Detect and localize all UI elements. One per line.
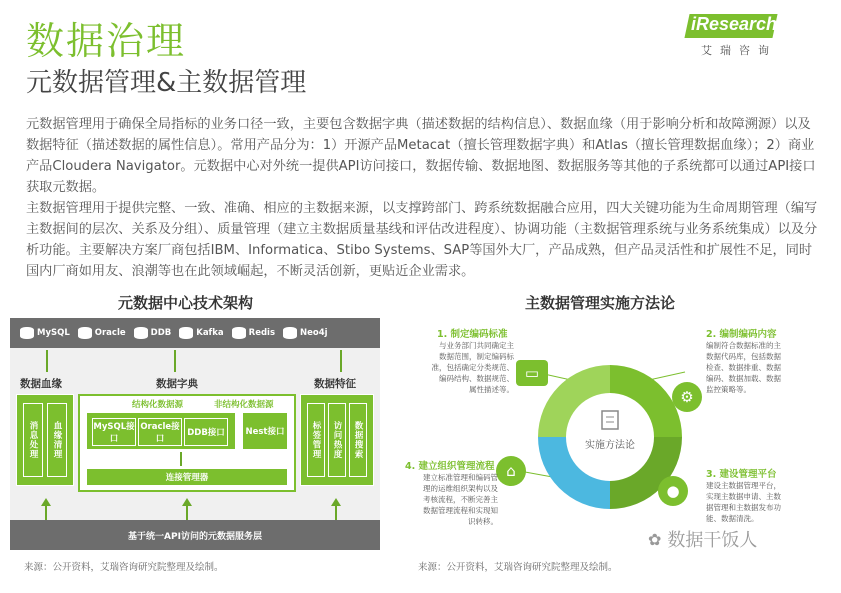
step-2-desc: 编制符合数据标准的主 数据代码库，包括数据 检查、数据排重、数据 编码、数据加载、数据 监控策略等。: [706, 341, 781, 394]
lineage-box-message: 消息处理: [23, 403, 43, 477]
arrow-stem: [180, 452, 182, 466]
metadata-service-layer: 基于统一API访问的元数据服务层: [10, 520, 380, 550]
watermark-text: 数据干饭人: [667, 530, 758, 551]
db-kafka: Kafka: [179, 327, 223, 339]
step-1-title: 1. 制定编码标准: [437, 329, 508, 340]
database-icon: [283, 327, 297, 339]
arrow-up-icon: [182, 498, 192, 506]
logo-main-text: iResearch: [691, 14, 778, 34]
step-4-desc: 建立标准管理和编码管 理的运维组织架构以及 考核流程，不断完善主 数据管理流程和实现知 识转移。: [423, 473, 498, 526]
dictionary-label: 数据字典: [156, 378, 198, 390]
feature-box-heat: 访问热度: [328, 403, 346, 477]
right-diagram-title: 主数据管理实施方法论: [525, 294, 676, 312]
database-icon: [232, 327, 246, 339]
db-neo4j: Neo4j: [283, 327, 328, 339]
database-icon: [179, 327, 193, 339]
step-3-desc: 建设主数据管理平台， 实现主数据申请、主数 据管理和主数据发布功 能、数据清洗。: [706, 481, 781, 523]
house-icon: ⌂: [496, 456, 526, 486]
structured-label: 结构化数据源: [132, 400, 184, 410]
step-3-title: 3. 建设管理平台: [706, 469, 777, 480]
methodology-center-label: 实施方法论: [585, 440, 635, 451]
feature-box-search: 数据搜索: [349, 403, 367, 477]
arrow-up-icon: [331, 498, 341, 506]
watermark: [648, 526, 757, 552]
logo-sub-text: 艾瑞咨询: [701, 44, 777, 57]
interface-ddb: DDB接口: [184, 418, 228, 446]
paragraph-metadata: 元数据管理用于确保全局指标的业务口径一致，主要包含数据字典（描述数据的结构信息）、数据血缘（用于影响分析和故障溯源）以及数据特征（描述数据的属性信息）。常用产品分为：1）开源产品Metacat（擅长管理数据字典）和Atlas（擅长管理数据血缘）；2）商业产品Cloudera Navigator。元数据中心对外统一提供API访问接口，数据传输、数据地图、数据服务等其他的子系统都可以通过API接口获取元数据。: [26, 117, 816, 195]
paragraph-master-data: 主数据管理用于提供完整、一致、准确、相应的主数据来源，以支撑跨部门、跨系统数据融合应用，四大关键功能为生命周期管理（编写主数据间的层次、关系及分组）、质量管理（建立主数据质量基线和评估改进程度）、协调功能（主数据管理系统与业务系统集成）以及分析功能。主要解决方案厂商包括IBM、Informatica、Stibo Systems、SAP等国外大厂，产品成熟，但产品灵活性和扩展性不足，同时国内厂商如用友、浪潮等也在此领域崛起，不断灵活创新，更贴近企业需求。: [26, 201, 818, 279]
left-source-note: 来源：公开资料，艾瑞咨询研究院整理及绘制。: [24, 562, 224, 573]
iresearch-logo: [683, 10, 783, 60]
gear-icon: ⚙: [672, 382, 702, 412]
lineage-group: [16, 394, 74, 486]
step-4-title: 4. 建立组织管理流程: [405, 461, 495, 472]
left-diagram-title: 元数据中心技术架构: [118, 294, 254, 312]
unstructured-label: 非结构化数据源: [214, 400, 274, 410]
page-subtitle: 元数据管理&主数据管理: [26, 68, 307, 98]
database-icon: [134, 327, 148, 339]
database-icon: [20, 327, 34, 339]
arrow-stem: [45, 506, 47, 520]
metadata-architecture-diagram: [10, 318, 380, 550]
right-source-note: 来源：公开资料，艾瑞咨询研究院整理及绘制。: [418, 562, 618, 573]
db-mysql: MySQL: [20, 327, 70, 339]
page-title: 数据治理: [26, 19, 187, 63]
monitor-icon: ▭: [516, 360, 548, 386]
database-icon: [78, 327, 92, 339]
db-oracle: Oracle: [78, 327, 126, 339]
lineage-label: 数据血缘: [20, 378, 62, 390]
connector-manager: 连接管理器: [86, 468, 288, 486]
arrow-stem: [186, 506, 188, 520]
chat-icon: ●: [658, 476, 688, 506]
step-1-desc: 与业务部门共同确定主 数据范围，制定编码标 准，包括确定分类规范、 编码结构、数据规范、 属性描述等。: [431, 341, 514, 394]
arrow-stem: [340, 350, 342, 372]
interface-oracle: Oracle接口: [138, 418, 182, 446]
arrow-up-icon: [41, 498, 51, 506]
interface-nest: Nest接口: [242, 412, 288, 450]
interface-mysql: MySQL接口: [92, 418, 136, 446]
db-redis: Redis: [232, 327, 275, 339]
feature-box-tag: 标签管理: [307, 403, 325, 477]
db-ddb: DDB: [134, 327, 172, 339]
dictionary-frame: [78, 394, 296, 492]
features-label: 数据特征: [314, 378, 356, 390]
arrow-stem: [46, 350, 48, 372]
arrow-stem: [174, 350, 176, 372]
wechat-icon: ✿: [648, 529, 662, 549]
database-row: [10, 318, 380, 348]
lineage-box-clean: 血缘清理: [47, 403, 67, 477]
arrow-stem: [335, 506, 337, 520]
step-2-title: 2. 编制编码内容: [706, 329, 777, 340]
features-group: [300, 394, 374, 486]
